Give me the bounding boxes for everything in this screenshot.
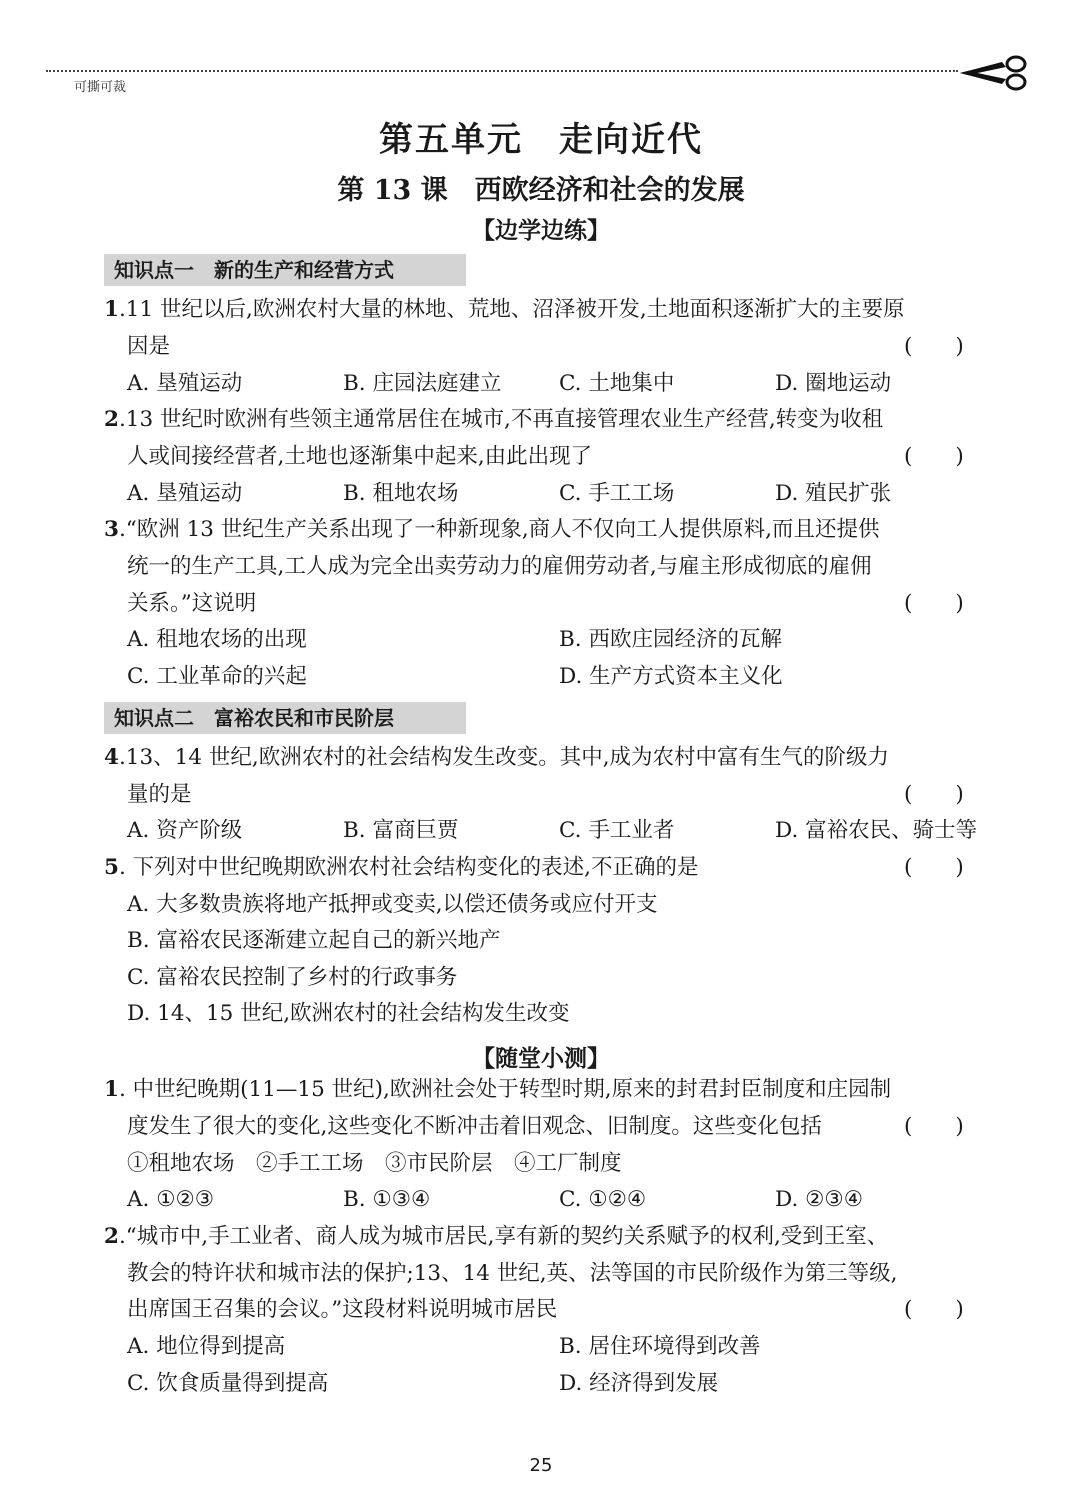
option-b[interactable]: B. 西欧庄园经济的瓦解 bbox=[559, 627, 782, 652]
question-3-line-3: 关系。”这说明 bbox=[127, 591, 257, 616]
question-5-line-1: 5. 下列对中世纪晚期欧洲农村社会结构变化的表述,不正确的是 bbox=[104, 855, 699, 880]
option-d[interactable]: D. 圈地运动 bbox=[775, 371, 892, 396]
question-1-line-1: 1.11 世纪以后,欧洲农村大量的林地、荒地、沼泽被开发,土地面积逐渐扩大的主要原 bbox=[104, 297, 905, 322]
answer-blank[interactable]: ( ) bbox=[904, 444, 964, 469]
option-c[interactable]: C. 手工业者 bbox=[559, 818, 675, 843]
answer-blank[interactable]: ( ) bbox=[904, 334, 964, 359]
option-b[interactable]: B. ①③④ bbox=[343, 1187, 431, 1212]
option-c[interactable]: C. 饮食质量得到提高 bbox=[127, 1371, 329, 1396]
option-b[interactable]: B. 庄园法庭建立 bbox=[343, 371, 502, 396]
answer-blank[interactable]: ( ) bbox=[904, 782, 964, 807]
cut-note: 可撕可裁 bbox=[74, 80, 127, 95]
option-c[interactable]: C. ①②④ bbox=[559, 1187, 647, 1212]
answer-blank[interactable]: ( ) bbox=[904, 855, 964, 880]
quiz-1-items: ①租地农场 ②手工工场 ③市民阶层 ④工厂制度 bbox=[127, 1151, 622, 1176]
option-b[interactable]: B. 租地农场 bbox=[343, 481, 459, 506]
answer-blank[interactable]: ( ) bbox=[904, 1114, 964, 1139]
cut-line bbox=[46, 70, 958, 72]
knowledge-point-1-heading: 知识点一 新的生产和经营方式 bbox=[104, 254, 466, 286]
option-a[interactable]: A. 资产阶级 bbox=[127, 818, 243, 843]
question-1-line-2: 因是 bbox=[127, 334, 171, 359]
lesson-title: 第 13 课 西欧经济和社会的发展 bbox=[337, 175, 745, 206]
option-b[interactable]: B. 居住环境得到改善 bbox=[559, 1334, 761, 1359]
option-c[interactable]: C. 土地集中 bbox=[559, 371, 675, 396]
option-d[interactable]: D. 殖民扩张 bbox=[775, 481, 892, 506]
option-d[interactable]: D. ②③④ bbox=[775, 1187, 863, 1212]
question-3-line-1: 3.“欧洲 13 世纪生产关系出现了一种新现象,商人不仅向工人提供原料,而且还提供 bbox=[104, 517, 880, 542]
option-b[interactable]: B. 富裕农民逐渐建立起自己的新兴地产 bbox=[127, 928, 501, 953]
answer-blank[interactable]: ( ) bbox=[904, 591, 964, 616]
answer-blank[interactable]: ( ) bbox=[904, 1297, 964, 1322]
question-2-line-2: 人或间接经营者,土地也逐渐集中起来,由此出现了 bbox=[127, 444, 593, 469]
question-4-line-1: 4.13、14 世纪,欧洲农村的社会结构发生改变。其中,成为农村中富有生气的阶级力 bbox=[104, 745, 890, 770]
option-c[interactable]: C. 手工工场 bbox=[559, 481, 675, 506]
option-a[interactable]: A. 租地农场的出现 bbox=[127, 627, 307, 652]
option-a[interactable]: A. 垦殖运动 bbox=[127, 481, 243, 506]
option-c[interactable]: C. 富裕农民控制了乡村的行政事务 bbox=[127, 965, 458, 990]
scissors-icon bbox=[958, 54, 1030, 92]
question-4-line-2: 量的是 bbox=[127, 782, 192, 807]
section-title-quiz: 【随堂小测】 bbox=[472, 1046, 610, 1072]
quiz-2-line-2: 教会的特许状和城市法的保护;13、14 世纪,英、法等国的市民阶级作为第三等级, bbox=[127, 1261, 898, 1286]
question-2-line-1: 2.13 世纪时欧洲有些领主通常居住在城市,不再直接管理农业生产经营,转变为收租 bbox=[104, 407, 884, 432]
option-d[interactable]: D. 富裕农民、骑士等 bbox=[775, 818, 978, 843]
quiz-1-line-2: 度发生了很大的变化,这些变化不断冲击着旧观念、旧制度。这些变化包括 bbox=[127, 1114, 822, 1139]
option-d[interactable]: D. 生产方式资本主义化 bbox=[559, 664, 783, 689]
section-title-practice: 【边学边练】 bbox=[472, 218, 610, 244]
option-a[interactable]: A. 地位得到提高 bbox=[127, 1334, 286, 1359]
option-b[interactable]: B. 富商巨贾 bbox=[343, 818, 459, 843]
page-number: 25 bbox=[529, 1455, 553, 1476]
quiz-1-line-1: 1. 中世纪晚期(11—15 世纪),欧洲社会处于转型时期,原来的封君封臣制度和庄园制 bbox=[104, 1077, 892, 1102]
question-3-line-2: 统一的生产工具,工人成为完全出卖劳动力的雇佣劳动者,与雇主形成彻底的雇佣 bbox=[127, 554, 872, 579]
option-a[interactable]: A. 大多数贵族将地产抵押或变卖,以偿还债务或应付开支 bbox=[127, 892, 658, 917]
option-d[interactable]: D. 经济得到发展 bbox=[559, 1371, 719, 1396]
quiz-2-line-3: 出席国王召集的会议。”这段材料说明城市居民 bbox=[127, 1297, 558, 1322]
knowledge-point-2-heading: 知识点二 富裕农民和市民阶层 bbox=[104, 702, 466, 734]
option-a[interactable]: A. ①②③ bbox=[127, 1187, 215, 1212]
unit-title: 第五单元 走向近代 bbox=[379, 120, 703, 160]
quiz-2-line-1: 2.“城市中,手工业者、商人成为城市居民,享有新的契约关系赋予的权利,受到王室、 bbox=[104, 1224, 889, 1249]
option-c[interactable]: C. 工业革命的兴起 bbox=[127, 664, 307, 689]
option-d[interactable]: D. 14、15 世纪,欧洲农村的社会结构发生改变 bbox=[127, 1001, 570, 1026]
option-a[interactable]: A. 垦殖运动 bbox=[127, 371, 243, 396]
